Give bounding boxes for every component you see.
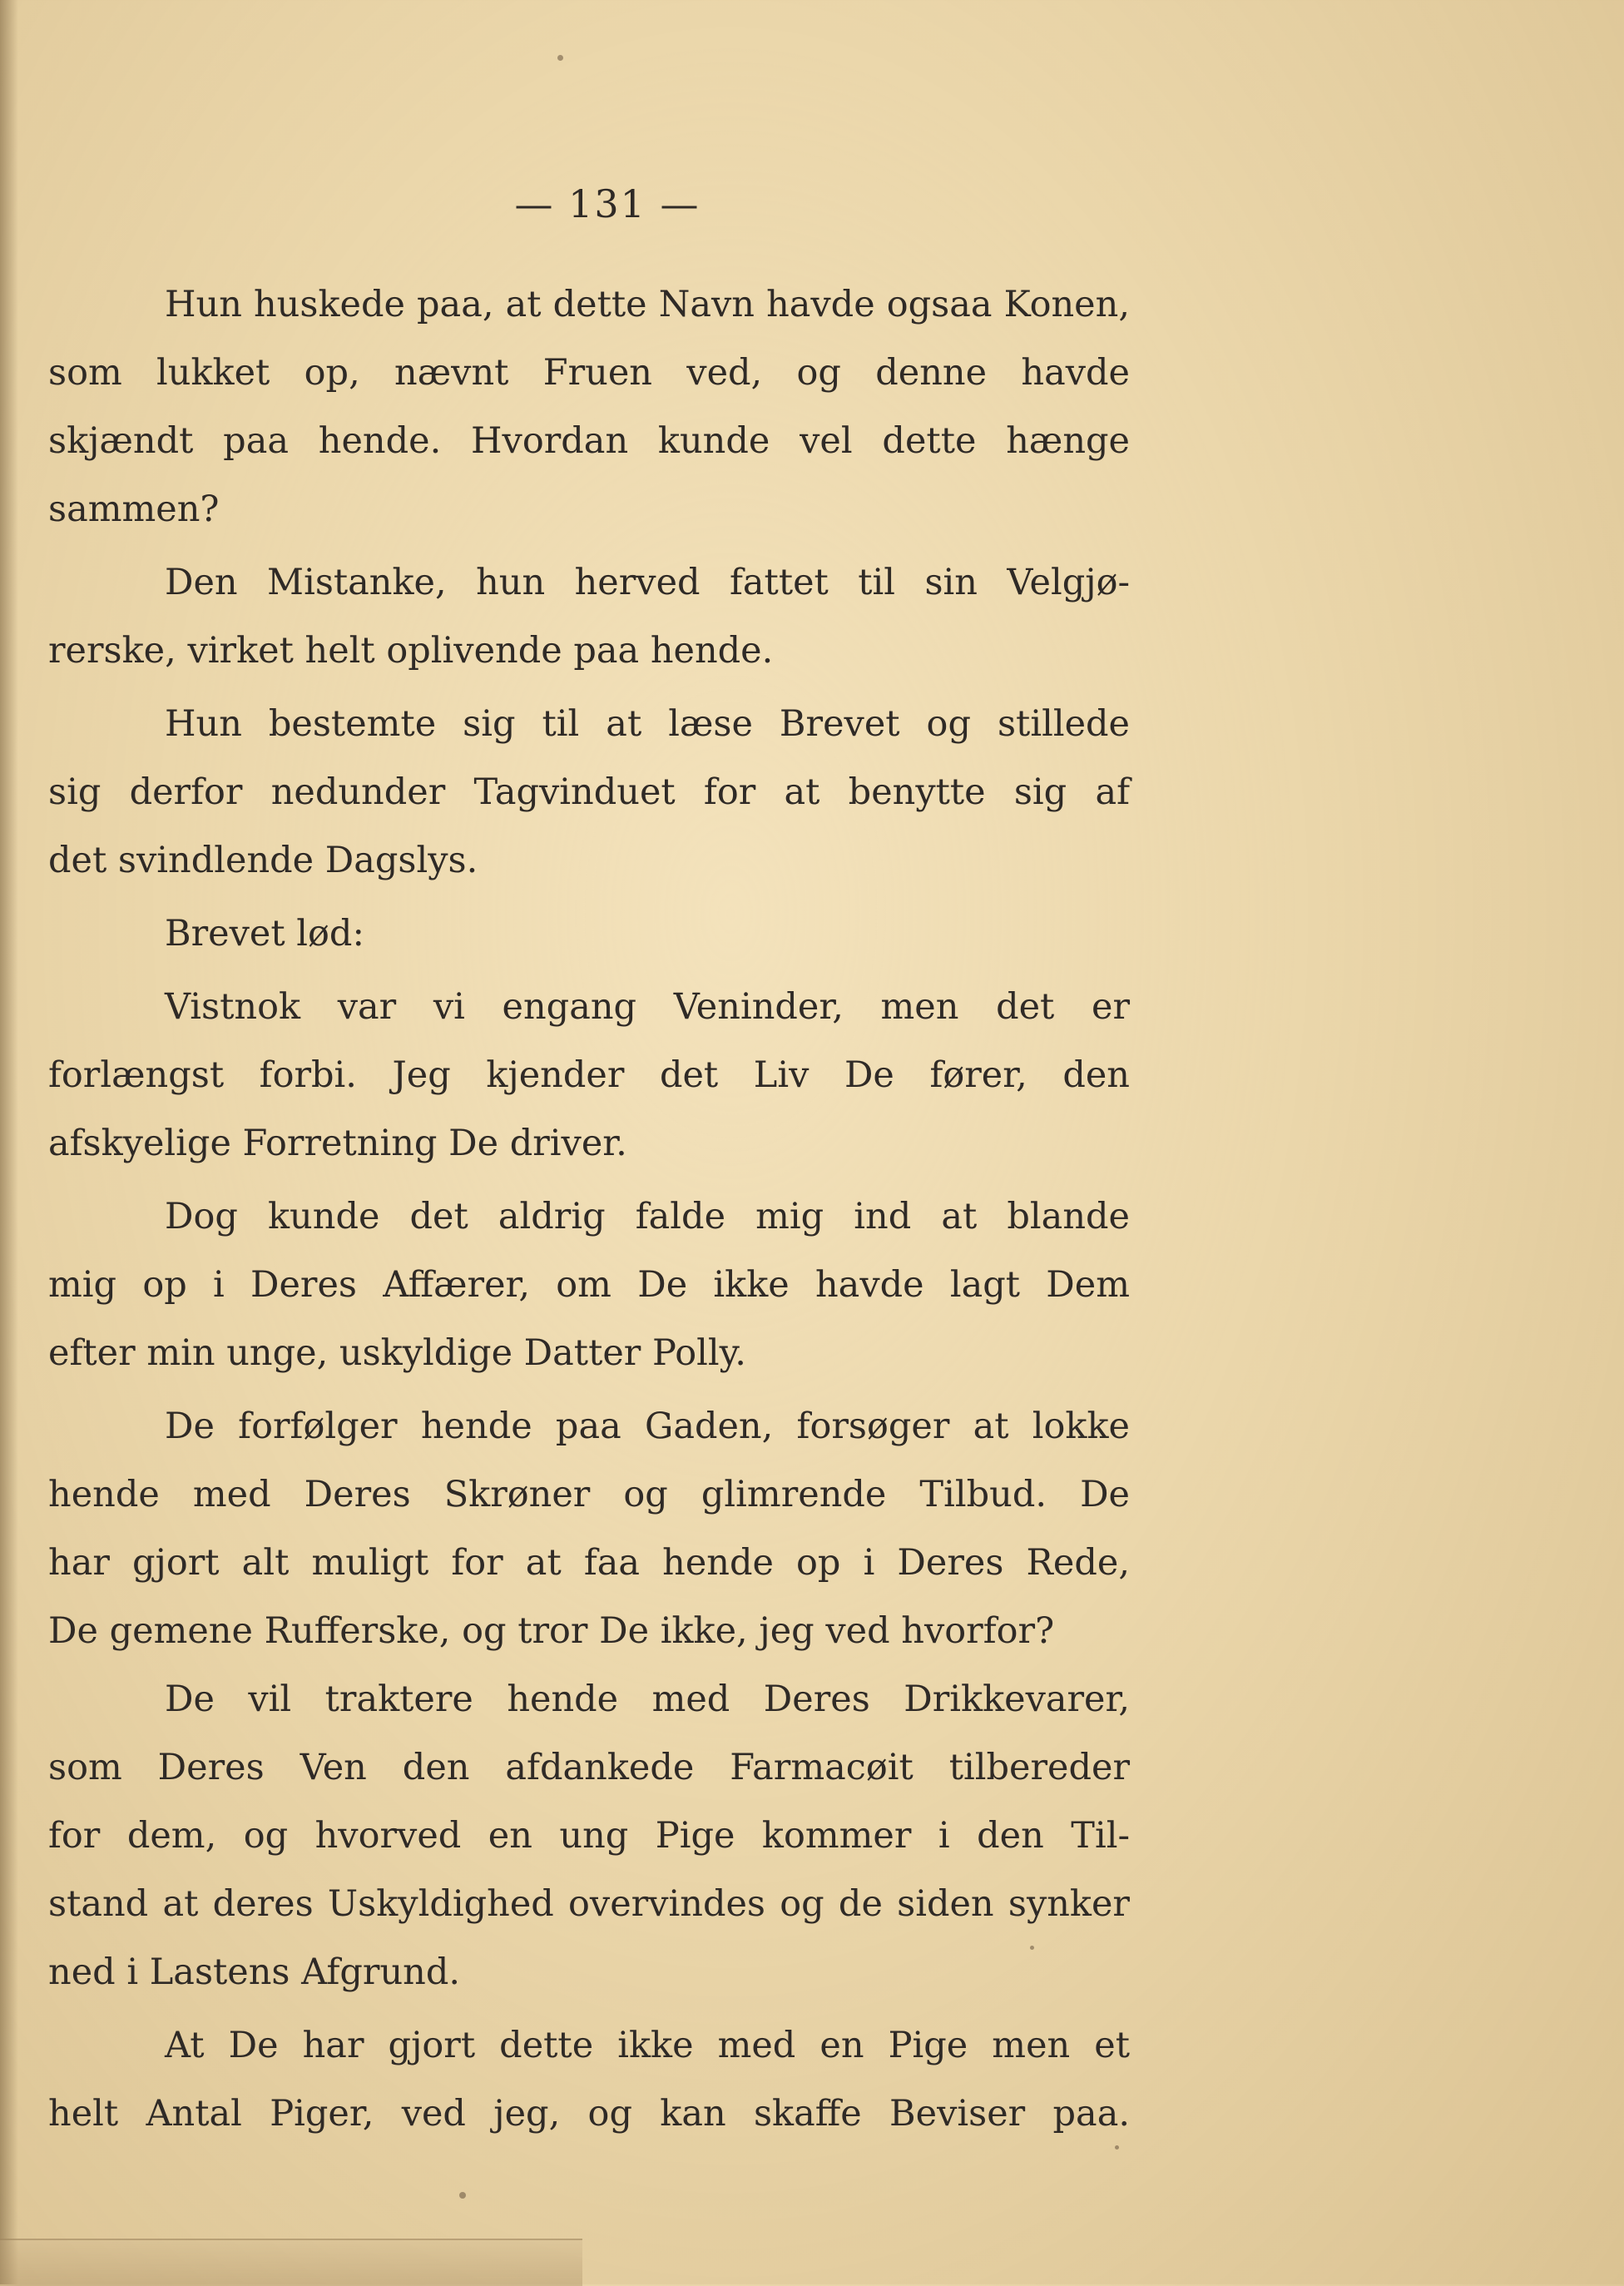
text-line: som lukket op, nævnt Fruen ved, og denne havde xyxy=(48,352,1130,394)
text-line: som Deres Ven den afdankede Farmacøit tilbereder xyxy=(48,1747,1130,1788)
text-line: for dem, og hvorved en ung Pige kommer i den Til- xyxy=(48,1815,1130,1857)
text-line: sammen? xyxy=(48,488,220,530)
text-line: De vil traktere hende med Deres Drikkevarer, xyxy=(165,1679,1130,1720)
text-line: De forfølger hende paa Gaden, forsøger at lokke xyxy=(165,1406,1130,1447)
paragraph xyxy=(48,690,1130,895)
text-line: Hun bestemte sig til at læse Brevet og stillede xyxy=(165,703,1130,745)
text-line: efter min unge, uskyldige Datter Polly. xyxy=(48,1332,746,1374)
text-line: rerske, virket helt oplivende paa hende. xyxy=(48,630,774,672)
text-line: Den Mistanke, hun herved fattet til sin Velgjø- xyxy=(165,562,1130,603)
paragraph xyxy=(48,1392,1130,1665)
text-line: At De har gjort dette ikke med en Pige men et xyxy=(165,2025,1130,2066)
paper-speck xyxy=(459,2192,466,2199)
text-line: forlængst forbi. Jeg kjender det Liv De fører, den xyxy=(48,1054,1130,1096)
text-line: hende med Deres Skrøner og glimrende Tilbud. De xyxy=(48,1474,1130,1515)
text-line: Hun huskede paa, at dette Navn havde ogsaa Konen, xyxy=(165,284,1130,325)
text-line: det svindlende Dagslys. xyxy=(48,840,478,881)
paragraph xyxy=(48,548,1130,685)
paragraph xyxy=(48,900,1130,968)
paragraph xyxy=(48,1183,1130,1387)
paragraph xyxy=(48,270,1130,543)
text-line: helt Antal Piger, ved jeg, og kan skaffe Beviser paa. xyxy=(48,2093,1130,2135)
text-line: afskyelige Forretning De driver. xyxy=(48,1123,627,1164)
text-line: Vistnok var vi engang Veninder, men det er xyxy=(165,986,1130,1028)
text-line: Dog kunde det aldrig falde mig ind at blande xyxy=(165,1196,1130,1237)
paragraph xyxy=(48,973,1130,1178)
page-number: — 131 — xyxy=(514,181,701,226)
text-line: skjændt paa hende. Hvordan kunde vel dette hænge xyxy=(48,420,1130,462)
text-line: Brevet lød: xyxy=(165,913,364,955)
text-line: har gjort alt muligt for at faa hende op i Deres Rede, xyxy=(48,1542,1130,1584)
paragraph xyxy=(48,1665,1130,2006)
page-bottom-edge xyxy=(0,2239,582,2286)
paragraph xyxy=(48,2011,1130,2148)
body-text xyxy=(48,270,1130,2148)
text-line: sig derfor nedunder Tagvinduet for at benytte sig af xyxy=(48,771,1130,813)
text-line: mig op i Deres Affærer, om De ikke havde lagt Dem xyxy=(48,1264,1130,1306)
text-line: ned i Lastens Afgrund. xyxy=(48,1951,461,1993)
text-line: stand at deres Uskyldighed overvindes og de siden synker xyxy=(48,1883,1130,1925)
text-line: De gemene Rufferske, og tror De ikke, jeg ved hvorfor? xyxy=(48,1610,1055,1652)
paper-speck xyxy=(557,55,563,61)
page-spine-shadow xyxy=(0,0,18,2284)
